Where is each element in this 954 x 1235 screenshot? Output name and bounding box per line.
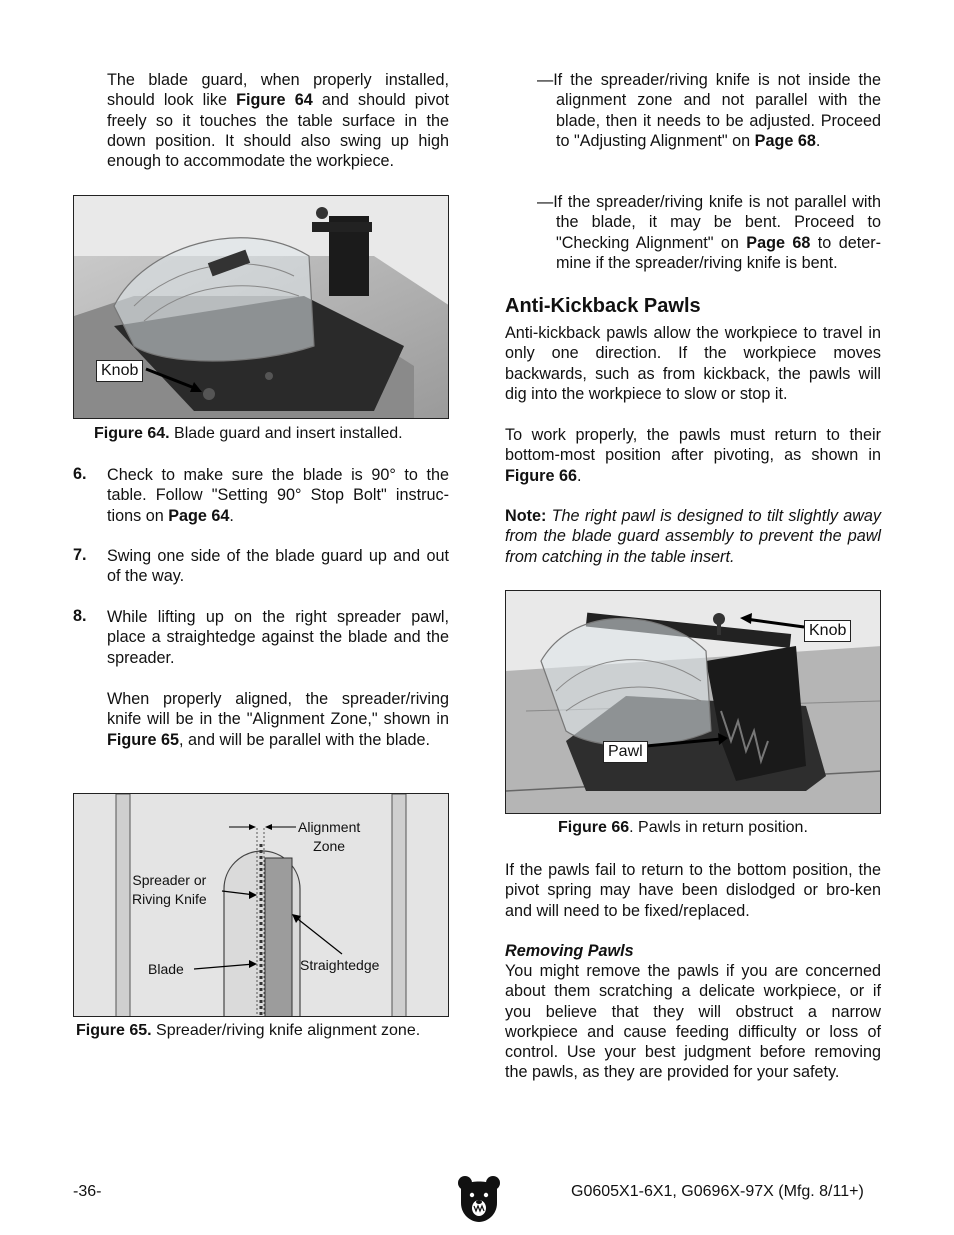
spreader-label: Spreader or Riving Knife bbox=[132, 872, 207, 907]
blade-guard-illustration bbox=[74, 196, 449, 419]
page-number: -36- bbox=[73, 1183, 102, 1200]
pawls-fail-paragraph: If the pawls fail to return to the bottom position, the pivot spring may have been dislodged or bro-ken and will need to be fixed/replaced. bbox=[505, 861, 881, 920]
anti-kickback-paragraph-1: Anti-kickback pawls allow the workpiece to travel in only one direction. If the workpiece moves backwards, such as from kickback, the pawls will dig into the workpiece to slow or stop it. bbox=[505, 324, 881, 403]
removing-pawls-heading: Removing Pawls bbox=[505, 942, 634, 960]
bear-logo-icon bbox=[457, 1175, 501, 1223]
alignment-zone-diagram bbox=[74, 794, 449, 1017]
step-8-text: While lifting up on the right spreader pawl, place a straightedge against the blade and the spreader. bbox=[107, 608, 449, 667]
figure-66-photo bbox=[505, 590, 881, 814]
step-7-number: 7. bbox=[73, 546, 87, 564]
dash-item-1: —If the spreader/riving knife is not inside the alignment zone and not parallel with the blade, then it needs to be adjusted. Proceed to "Adjusting Alignment" on Page 68. bbox=[537, 71, 881, 150]
figure-64-caption: Figure 64. Blade guard and insert installed. bbox=[94, 425, 403, 442]
removing-pawls-paragraph: You might remove the pawls if you are concerned about them scratching a delicate workpiece, or if you believe that they will obstruct a narrow workpiece and cause feeding difficulty or loss of control. Use your best judgment before removing the pawls, as they are provided for your safety. bbox=[505, 962, 881, 1082]
figure-65-caption: Figure 65. Spreader/riving knife alignment zone. bbox=[76, 1022, 421, 1039]
blade-label: Blade bbox=[148, 961, 184, 977]
figure-66-pawl-label: Pawl bbox=[603, 741, 648, 763]
figure-65-diagram bbox=[73, 793, 449, 1017]
alignment-zone-label: Alignment Zone bbox=[298, 819, 361, 854]
anti-kickback-heading: Anti-Kickback Pawls bbox=[505, 295, 701, 317]
figure-64-knob-label: Knob bbox=[96, 360, 143, 382]
intro-paragraph: The blade guard, when properly installed, should look like Figure 64 and should pivot freely so it touches the table surface in the down position. It should also swing up high enough to accommodate the workpiece. bbox=[107, 71, 449, 171]
figure-66-caption: Figure 66. Pawls in return position. bbox=[558, 819, 808, 836]
step-7-text: Swing one side of the blade guard up and out of the way. bbox=[107, 547, 449, 586]
step-8-alignment-text: When properly aligned, the spreader/riving knife will be in the "Alignment Zone," shown in Figure 65, and will be parallel with the blade. bbox=[107, 690, 449, 749]
figure-64-photo bbox=[73, 195, 449, 419]
step-6-number: 6. bbox=[73, 465, 87, 483]
step-6-text: Check to make sure the blade is 90° to the table. Follow "Setting 90° Stop Bolt" instruc-tions on Page 64. bbox=[107, 466, 449, 525]
figure-66-knob-label: Knob bbox=[804, 620, 851, 642]
step-8-number: 8. bbox=[73, 607, 87, 625]
anti-kickback-paragraph-2: To work properly, the pawls must return to their bottom-most position after pivoting, as shown in Figure 66. bbox=[505, 426, 881, 485]
footer-model: G0605X1-6X1, G0696X-97X (Mfg. 8/11+) bbox=[571, 1183, 864, 1200]
dash-item-2: —If the spreader/riving knife is not parallel with the blade, it may be bent. Proceed to "Checking Alignment" on Page 68 to deter-mine if the spreader/riving knife is bent. bbox=[537, 193, 881, 272]
note-paragraph: Note: The right pawl is designed to tilt slightly away from the blade guard assembly to prevent the pawl from catching in the table insert. bbox=[505, 507, 881, 566]
straightedge-label: Straightedge bbox=[300, 957, 380, 973]
